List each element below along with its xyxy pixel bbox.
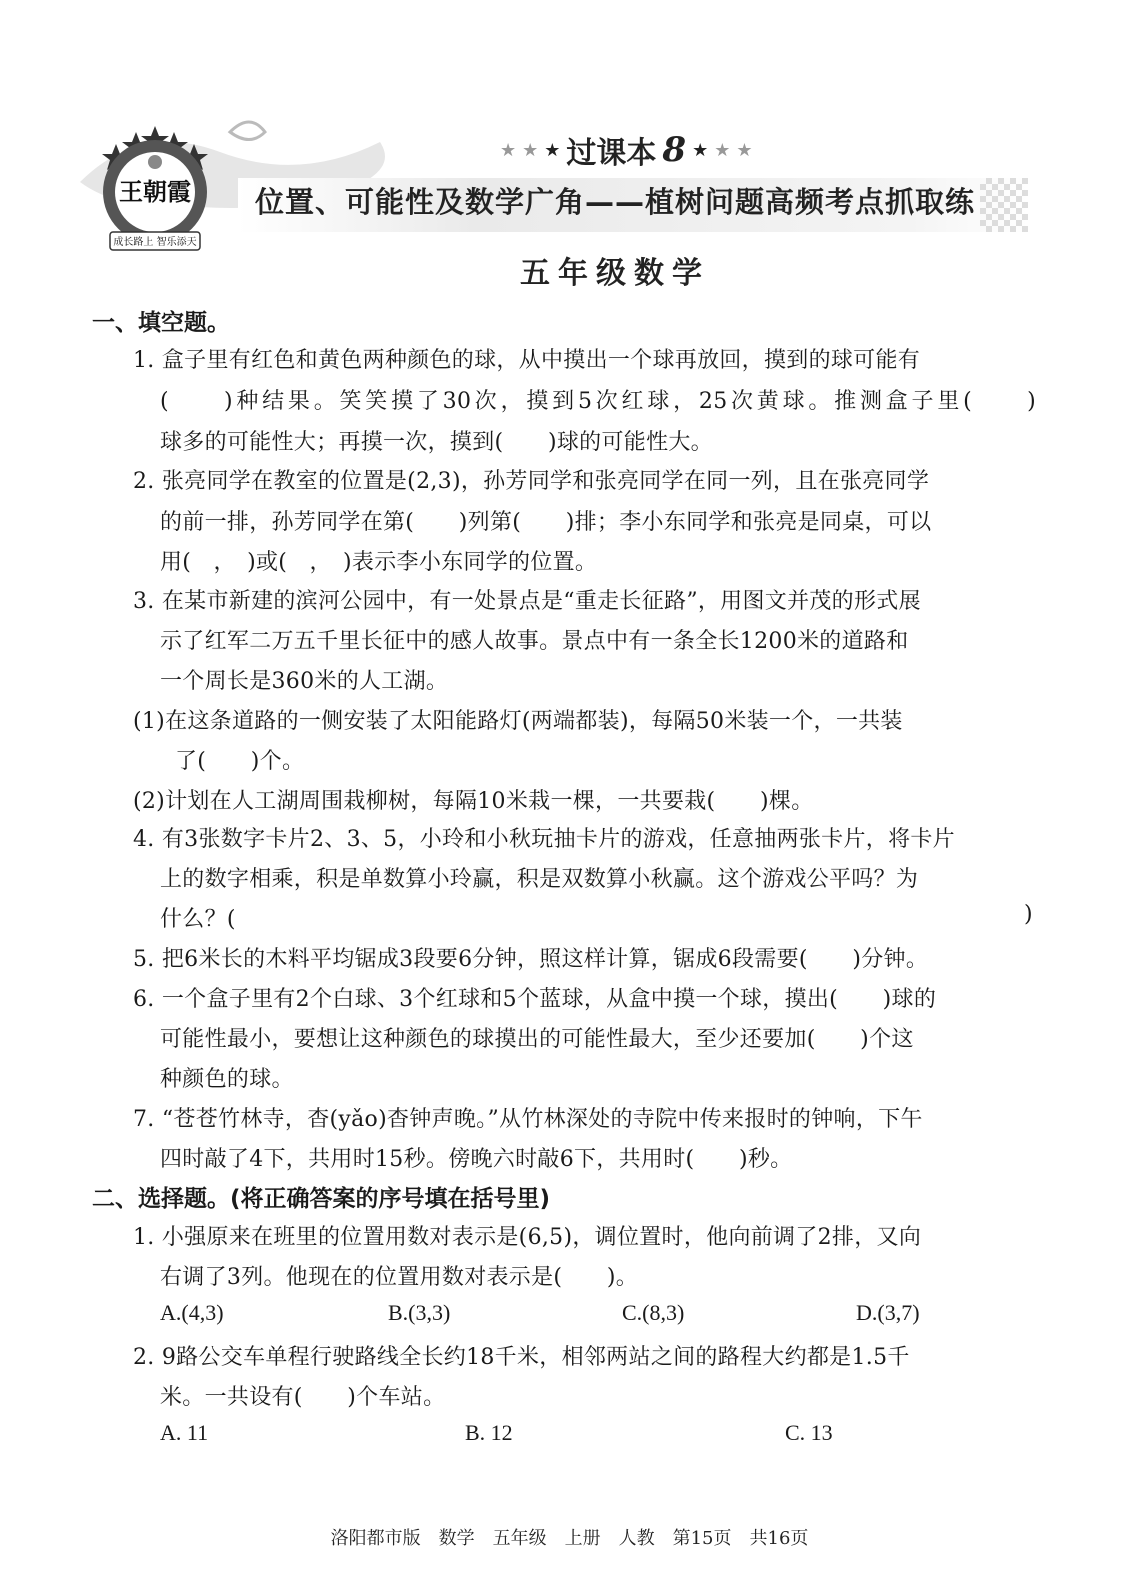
question-line: 什么？(	[160, 907, 236, 932]
question-line: ( )种结果。笑笑摸了30次，摸到5次红球，25次黄球。推测盒子里( )	[160, 389, 1036, 414]
question-line: 4. 有3张数字卡片2、3、5，小玲和小秋玩抽卡片的游戏，任意抽两张卡片，将卡片	[133, 827, 955, 852]
choice-option-d: D.(3,7)	[856, 1300, 920, 1325]
question-line: 1. 小强原来在班里的位置用数对表示是(6,5)，调位置时，他向前调了2排，又向	[133, 1225, 922, 1250]
page-subtitle: 五年级数学	[520, 256, 710, 291]
svg-text:王朝霞: 王朝霞	[119, 177, 191, 206]
question-line: 示了红军二万五千里长征中的感人故事。景点中有一条全长1200米的道路和	[160, 629, 909, 654]
question-line: 5. 把6米长的木料平均锯成3段要6分钟，照这样计算，锯成6段需要( )分钟。	[133, 947, 929, 972]
question-line: 种颜色的球。	[160, 1067, 294, 1092]
star-icon: ★	[736, 139, 753, 161]
choice-option-c: C.(8,3)	[622, 1300, 685, 1325]
question-line: 四时敲了4下，共用时15秒。傍晚六时敲6下，共用时( )秒。	[160, 1147, 793, 1172]
wangzhaoxia-logo	[96, 126, 214, 254]
question-line: )	[1024, 902, 1033, 927]
question-line: (2)计划在人工湖周围栽柳树，每隔10米栽一棵，一共要栽( )棵。	[133, 789, 814, 814]
star-icon: ★	[544, 139, 561, 161]
choice-option-b: B. 12	[465, 1420, 513, 1445]
choice-option-a: A.(4,3)	[160, 1300, 224, 1325]
star-icon: ★	[522, 139, 539, 161]
question-line: 7. “苍苍竹林寺，杳(yǎo)杳钟声晚。”从竹林深处的寺院中传来报时的钟响，下午	[133, 1107, 923, 1132]
choice-option-c: C. 13	[785, 1420, 833, 1445]
question-line: 球多的可能性大；再摸一次，摸到( )球的可能性大。	[160, 430, 713, 455]
question-line: 的前一排，孙芳同学在第( )列第( )排；李小东同学和张亮是同桌，可以	[160, 510, 932, 535]
star-icon: ★	[692, 139, 709, 161]
lesson-tag	[500, 128, 753, 172]
page-footer: 洛阳都市版 数学 五年级 上册 人教 第15页 共16页	[330, 1528, 809, 1549]
lesson-number: 8	[662, 130, 687, 170]
choice-option-a: A. 11	[160, 1420, 209, 1445]
question-line: (1)在这条道路的一侧安装了太阳能路灯(两端都装)，每隔50米装一个，一共装	[133, 709, 903, 734]
question-line: 1. 盒子里有红色和黄色两种颜色的球，从中摸出一个球再放回，摸到的球可能有	[133, 348, 921, 373]
question-line: 6. 一个盒子里有2个白球、3个红球和5个蓝球，从盒中摸一个球，摸出( )球的	[133, 987, 937, 1012]
question-line: 米。一共设有( )个车站。	[160, 1385, 446, 1410]
question-line: 可能性最小，要想让这种颜色的球摸出的可能性最大，至少还要加( )个这	[160, 1027, 914, 1052]
section-heading: 二、选择题。(将正确答案的序号填在括号里)	[92, 1186, 551, 1212]
lesson-tag-label: 过课本	[566, 136, 657, 171]
question-line: 右调了3列。他现在的位置用数对表示是( )。	[160, 1265, 639, 1290]
question-line: 一个周长是360米的人工湖。	[160, 669, 449, 694]
star-icon: ★	[500, 139, 517, 161]
question-line: 用( ， )或( ， )表示李小东同学的位置。	[160, 550, 598, 575]
svg-text:成长路上 智乐添天: 成长路上 智乐添天	[113, 237, 197, 248]
section-heading: 一、填空题。	[92, 310, 230, 336]
question-line: 了( )个。	[175, 749, 305, 774]
page-title: 位置、可能性及数学广角——植树问题高频考点抓取练	[255, 185, 976, 219]
star-icon: ★	[714, 139, 731, 161]
choice-option-b: B.(3,3)	[388, 1300, 451, 1325]
question-line: 3. 在某市新建的滨河公园中，有一处景点是“重走长征路”，用图文并茂的形式展	[133, 589, 921, 614]
question-line: 上的数字相乘，积是单数算小玲赢，积是双数算小秋赢。这个游戏公平吗？为	[160, 867, 919, 892]
question-line: 2. 张亮同学在教室的位置是(2,3)，孙芳同学和张亮同学在同一列，且在张亮同学	[133, 469, 930, 494]
question-line: 2. 9路公交车单程行驶路线全长约18千米，相邻两站之间的路程大约都是1.5千	[133, 1345, 910, 1370]
